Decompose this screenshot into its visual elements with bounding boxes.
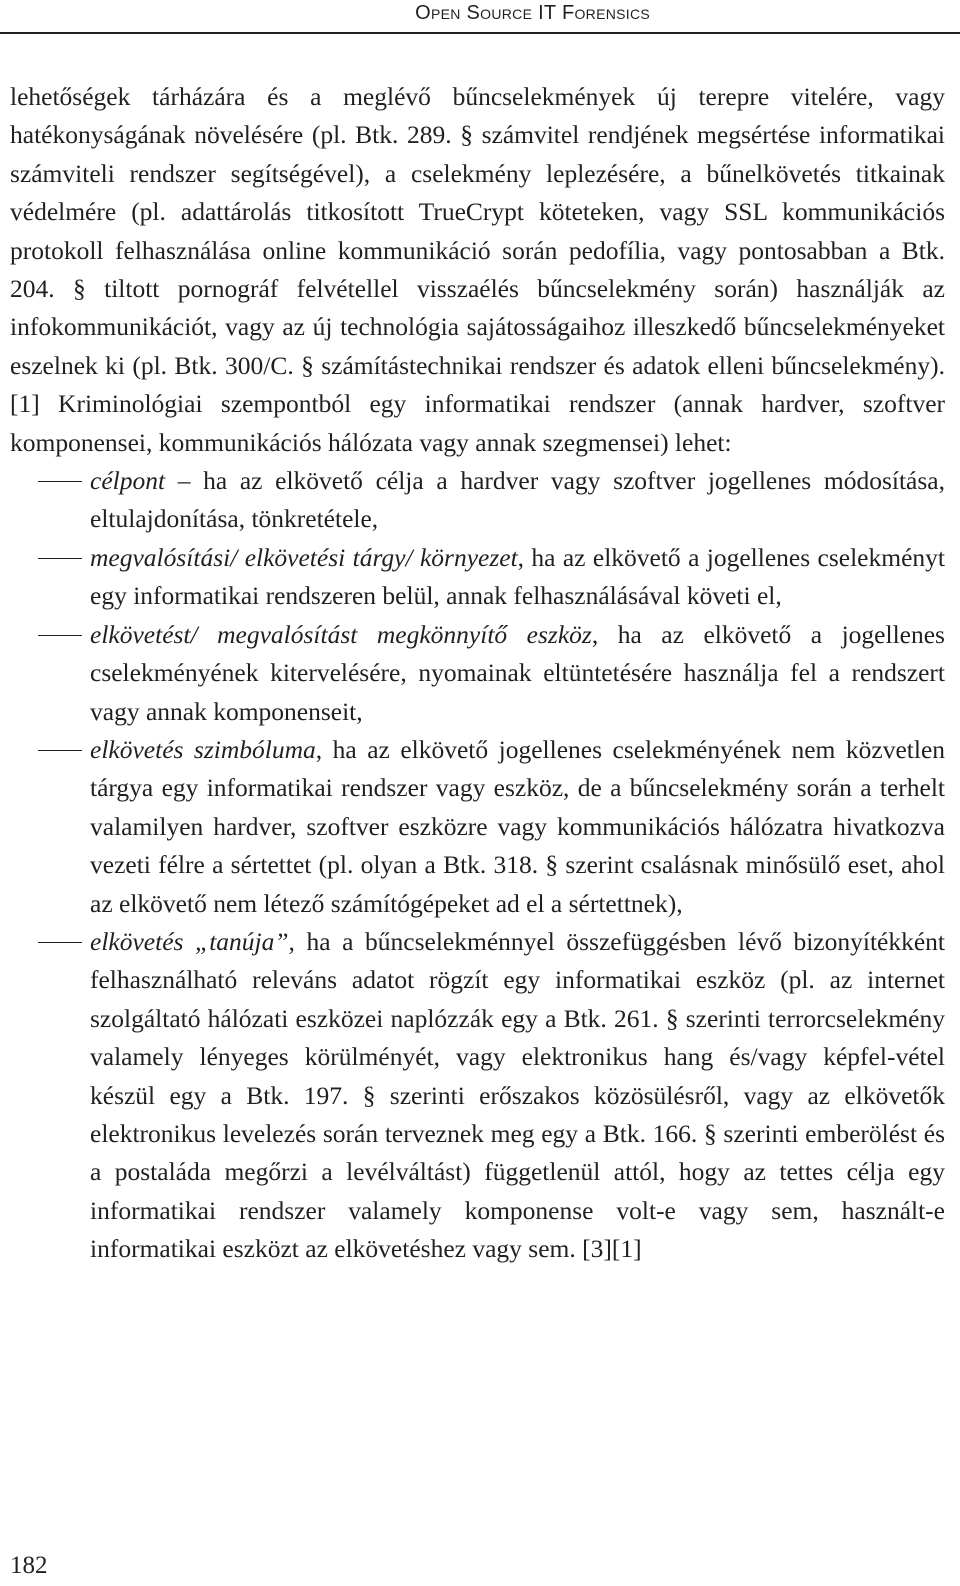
body-paragraph: lehetőségek tárházára és a meglévő bűncselekmények új terepre vitelére, vagy hatékonyságának növelésére (pl. Btk. 289. § számvitel rendjének megsértése informatikai számviteli rendszer segítségével), a cselekmény leplezésére, a bűnelkövetés titkainak védelmére (pl. adattárolás titkosított TrueCrypt köteteken, vagy SSL kommunikációs protokoll felhasználása online kommunikáció során pedofília, vagy pontosabban a Btk. 204. § tiltott pornográf felvétellel visszaélés bűncselekmény során) használják az infokommunikációt, vagy az új technológia sajátosságaihoz illeszkedő bűncselekményeket eszelnek ki (pl. Btk. 300/C. § számítástechnikai rendszer és adatok elleni bűncselekmény). [1] Kriminológiai szempontból egy informatikai rendszer (annak hardver, szoftver komponensei, kommunikációs hálózata vagy annak szegmensei) lehet: <box>10 82 945 457</box>
dash-bullet <box>38 635 82 636</box>
page-number: 182 <box>10 1552 48 1579</box>
list-item-term: megvalósítási/ elkövetési tárgy/ környezet <box>90 542 518 572</box>
definition-list <box>10 462 945 1269</box>
list-item <box>10 539 945 616</box>
dash-bullet <box>38 481 82 482</box>
dash-bullet <box>38 942 82 943</box>
list-item <box>10 616 945 731</box>
body-text <box>10 78 945 1269</box>
list-item-text: – ha az elkövető célja a hardver vagy szoftver jogellenes módosítása, eltulajdonítása, tönkretétele, <box>90 466 945 534</box>
dash-bullet <box>38 558 82 559</box>
list-item-text: , ha az elkövető a jogellenes cselekményének kitervelésére, nyomainak eltüntetésére használja fel a rendszert vagy annak komponenseit, <box>90 619 945 726</box>
list-item-text: ha a bűncselekménnyel összefüggésben lévő bizonyítékként felhasználható releváns adatot rögzít egy informatikai eszköz (pl. az internet szolgáltató hálózati eszközei naplózzák egy a Btk. 261. § szerinti terrorcselekmény valamely lényeges körülményét, vagy elektronikus hang és/vagy képfel-vétel készül egy a Btk. 197. § szerinti erőszakos közösülésről, vagy az elkövetők elektronikus levelezés során terveznek meg egy a Btk. 166. § szerinti emberölést és a postaláda megőrzi a levélváltást) függetlenül attól, hogy az tettes célja egy informatikai rendszer valamely komponense volt-e vagy sem, használt-e informatikai eszközt az elkövetéshez vagy sem. [3][1] <box>90 926 945 1264</box>
list-item-text: , ha az elkövető a jogellenes cselekményt egy informatikai rendszeren belül, annak felhasználásával követi el, <box>90 542 945 611</box>
running-head-title: Open Source IT Forensics <box>415 2 650 24</box>
list-item-term: elkövetés „tanúja”, <box>90 926 295 956</box>
list-item <box>10 462 945 539</box>
list-item-term: elkövetés szimbóluma <box>90 734 316 764</box>
dash-bullet <box>38 750 82 751</box>
list-item-text: , ha az elkövető jogellenes cselekményének nem közvetlen tárgya egy informatikai rendszer vagy eszköz, de a bűncselekmény során a terhelt valamilyen hardver, szoftver eszközre vagy kommunikációs hálózatra hivatkozva vezeti félre a sértettet (pl. olyan a Btk. 318. § szerint csalásnak minősülő eset, ahol az elkövető nem létező számítógépeket ad el a sértettnek), <box>90 734 946 918</box>
list-item <box>10 731 945 923</box>
list-item-term: elkövetést/ megvalósítást megkönnyítő eszköz <box>90 619 592 649</box>
running-head <box>0 0 960 34</box>
list-item <box>10 923 945 1269</box>
list-item-term: célpont <box>90 466 166 496</box>
